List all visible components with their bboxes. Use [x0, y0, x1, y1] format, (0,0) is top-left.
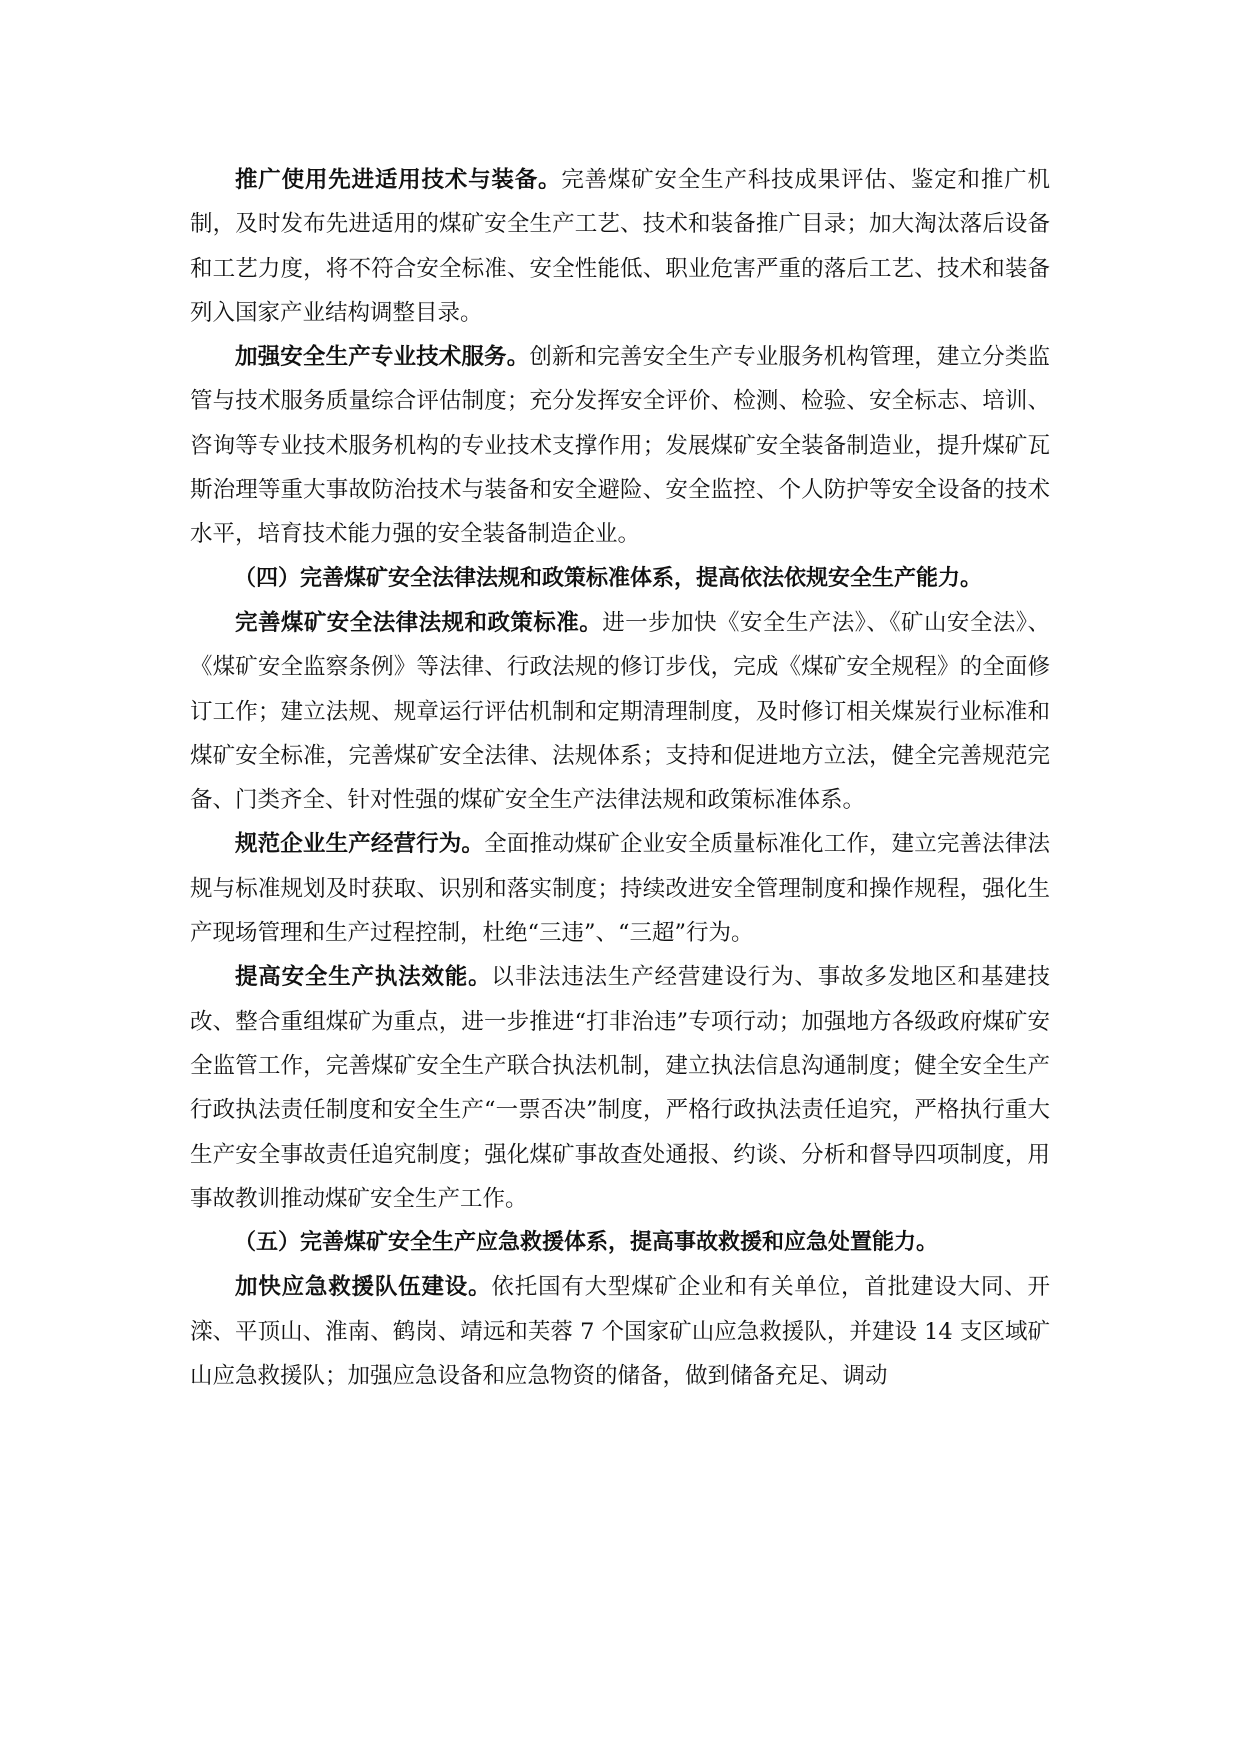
- paragraph-text: 依托国有大型煤矿企业和有关单位，首批建设大同、开滦、平顶山、淮南、鹤岗、靖远和芙蓉 7 个国家矿山应急救援队，并建设 14 支区域矿山应急救援队；加强应急设备和应急物资的储备，做到储备充足、调动: [190, 1274, 1050, 1390]
- paragraph-lead: 推广使用先进适用技术与装备。: [235, 167, 562, 193]
- section-heading: （四）完善煤矿安全法律法规和政策标准体系，提高依法依规安全生产能力。: [234, 565, 983, 591]
- paragraph: [190, 822, 1050, 955]
- paragraph-lead: 完善煤矿安全法律法规和政策标准。: [235, 609, 603, 636]
- paragraph-text: 创新和完善安全生产专业服务机构管理，建立分类监管与技术服务质量综合评估制度；充分发挥安全评价、检测、检验、安全标志、培训、咨询等专业技术服务机构的专业技术支撑作用；发展煤矿安全装备制造业，提升煤矿瓦斯治理等重大事故防治技术与装备和安全避险、安全监控、个人防护等安全设备的技术水平，培育技术能力强的安全装备制造企业。: [190, 344, 1050, 548]
- paragraph: [190, 955, 1050, 1221]
- paragraph: [190, 158, 1050, 335]
- paragraph-lead: 提高安全生产执法效能。: [235, 964, 492, 991]
- paragraph: [190, 335, 1050, 556]
- paragraph: [190, 601, 1050, 822]
- paragraph-lead: 加快应急救援队伍建设。: [235, 1274, 492, 1301]
- section-heading: （五）完善煤矿安全生产应急救援体系，提高事故救援和应急处置能力。: [234, 1230, 939, 1256]
- paragraph-text: 全面推动煤矿企业安全质量标准化工作，建立完善法律法规与标准规划及时获取、识别和落实制度；持续改进安全管理制度和操作规程，强化生产现场管理和生产过程控制，杜绝“三违”、“三超”行为。: [190, 831, 1050, 947]
- paragraph-text: 进一步加快《安全生产法》、《矿山安全法》、《煤矿安全监察条例》等法律、行政法规的修订步伐，完成《煤矿安全规程》的全面修订工作；建立法规、规章运行评估机制和定期清理制度，及时修订相关煤炭行业标准和煤矿安全标准，完善煤矿安全法律、法规体系；支持和促进地方立法，健全完善规范完备、门类齐全、针对性强的煤矿安全生产法律法规和政策标准体系。: [190, 609, 1050, 814]
- paragraph-lead: 加强安全生产专业技术服务。: [235, 344, 530, 371]
- paragraph-lead: 规范企业生产经营行为。: [235, 831, 485, 858]
- paragraph: [190, 1265, 1050, 1398]
- paragraph-text: 完善煤矿安全生产科技成果评估、鉴定和推广机制，及时发布先进适用的煤矿安全生产工艺、技术和装备推广目录；加大淘汰落后设备和工艺力度，将不符合安全标准、安全性能低、职业危害严重的落后工艺、技术和装备列入国家产业结构调整目录。: [190, 167, 1050, 326]
- document-body: [190, 158, 1050, 1398]
- paragraph-text: 以非法违法生产经营建设行为、事故多发地区和基建技改、整合重组煤矿为重点，进一步推进“打非治违”专项行动；加强地方各级政府煤矿安全监管工作，完善煤矿安全生产联合执法机制，建立执法信息沟通制度；健全安全生产行政执法责任制度和安全生产“一票否决”制度，严格行政执法责任追究，严格执行重大生产安全事故责任追究制度；强化煤矿事故查处通报、约谈、分析和督导四项制度，用事故教训推动煤矿安全生产工作。: [190, 964, 1050, 1212]
